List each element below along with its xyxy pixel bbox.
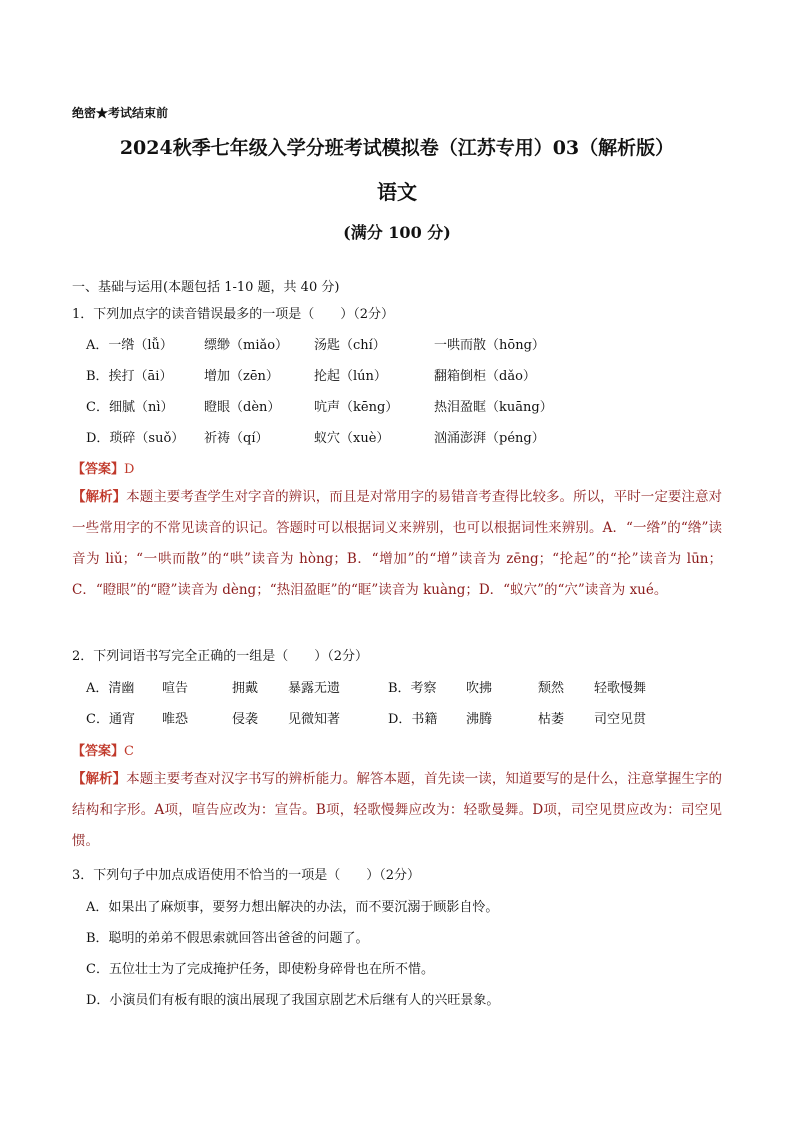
q2-option: 见微知著: [288, 712, 341, 727]
question-3-option-d: D．小演员们有板有眼的演出展现了我国京剧艺术后继有人的兴旺景象。: [86, 993, 500, 1008]
q1-option: 祈祷（qí）: [204, 431, 269, 446]
question-2-row-1: [86, 677, 646, 696]
question-2-analysis: [72, 764, 722, 857]
q1-option: 翻箱倒柜（dǎo）: [434, 369, 536, 384]
answer-value: C: [124, 744, 134, 759]
analysis-text: 本题主要考查学生对字音的辨识，而且是对常用字的易错音考查得比较多。所以，平时一定要注意对一些常用字的不常见读音的识记。答题时可以根据词义来辨别，也可以根据词性来辨别。A．“一绺”的“绺”读音为 liǔ；“一哄而散”的“哄”读音为 hòng；B．“增加”的“增”读音为 zēng；“抡起”的“抡”读音为 lūn；C．“瞪眼”的“瞪”读音为 dèng；“热泪盈眶”的“眶”读音为 kuàng；D．“蚁穴”的“穴”读音为 xué。: [72, 489, 723, 598]
q1-option: 瞪眼（dèn）: [204, 400, 281, 415]
analysis-text: 本题主要考查对汉字书写的辨析能力。解答本题，首先读一读，知道要写的是什么，注意掌握生字的结构和字形。A项，喧告应改为：宣告。B项，轻歌慢舞应改为：轻歌曼舞。D项，司空见贯应改为：司空见惯。: [72, 771, 723, 849]
q1-option: 热泪盈眶（kuāng）: [434, 400, 553, 415]
q1-option: 缥缈（miǎo）: [204, 338, 289, 353]
page-title: 2024秋季七年级入学分班考试模拟卷（江苏专用）03（解析版）: [119, 137, 675, 159]
secret-mark: 绝密★考试结束前: [72, 106, 169, 120]
q1-option: 抡起（lún）: [314, 369, 387, 384]
q2-option: C．通宵: [86, 712, 135, 727]
question-1-row-b: [86, 365, 536, 384]
question-1-analysis: [72, 482, 722, 606]
q1-option: 一哄而散（hōng）: [434, 338, 545, 353]
section-heading: 一、基础与运用(本题包括 1-10 题，共 40 分): [72, 280, 340, 295]
q2-option: B．考察: [388, 681, 437, 696]
q2-option: 侵袭: [232, 712, 259, 727]
q2-option: 枯萎: [538, 712, 565, 727]
question-1-row-c: [86, 396, 553, 415]
q2-option: 轻歌慢舞: [594, 681, 647, 696]
q2-option: 司空见贯: [594, 712, 647, 727]
q1-option: B．挨打（āi）: [86, 369, 173, 384]
q1-option: D．琐碎（suǒ）: [86, 431, 185, 446]
question-3-option-c: C．五位壮士为了完成掩护任务，即使粉身碎骨也在所不惜。: [86, 962, 434, 977]
q2-option: 喧告: [162, 681, 189, 696]
answer-tag: 【答案】: [72, 744, 125, 759]
q1-option: 吭声（kēng）: [314, 400, 399, 415]
q2-option: 吹拂: [466, 681, 493, 696]
question-1-row-a: [86, 334, 545, 353]
question-1-stem: 1．下列加点字的读音错误最多的一项是（ ）（2分）: [72, 307, 395, 322]
question-2-answer: [72, 740, 134, 759]
q1-option: 汤匙（chí）: [314, 338, 386, 353]
q2-option: 沸腾: [466, 712, 493, 727]
analysis-tag: 【解析】: [72, 489, 127, 505]
q1-option: 汹涌澎湃（péng）: [434, 431, 545, 446]
question-2-stem: 2．下列词语书写完全正确的一组是（ ）（2分）: [72, 649, 369, 664]
subject-title: 语文: [377, 180, 417, 204]
question-3-option-a: A．如果出了麻烦事，要努力想出解决的办法，而不要沉溺于顾影自怜。: [86, 900, 499, 915]
q1-option: 蚁穴（xuè）: [314, 431, 390, 446]
q2-option: A．清幽: [86, 681, 135, 696]
question-3-option-b: B．聪明的弟弟不假思索就回答出爸爸的问题了。: [86, 931, 369, 946]
answer-tag: 【答案】: [72, 462, 125, 477]
q1-option: A．一绺（lǚ）: [86, 338, 173, 353]
question-1-row-d: [86, 427, 545, 446]
q2-option: 暴露无遗: [288, 681, 341, 696]
q2-option: D．书籍: [388, 712, 438, 727]
question-2-row-2: [86, 708, 646, 727]
q1-option: C．细腻（nì）: [86, 400, 174, 415]
answer-value: D: [124, 462, 135, 477]
question-3-stem: 3．下列句子中加点成语使用不恰当的一项是（ ）（2分）: [72, 868, 421, 883]
question-1-answer: [72, 458, 134, 477]
q2-option: 颓然: [538, 681, 565, 696]
q2-option: 拥戴: [232, 681, 259, 696]
analysis-tag: 【解析】: [72, 771, 127, 787]
q2-option: 唯恐: [162, 712, 189, 727]
q1-option: 增加（zēn）: [204, 369, 279, 384]
full-score: (满分 100 分): [343, 223, 451, 242]
